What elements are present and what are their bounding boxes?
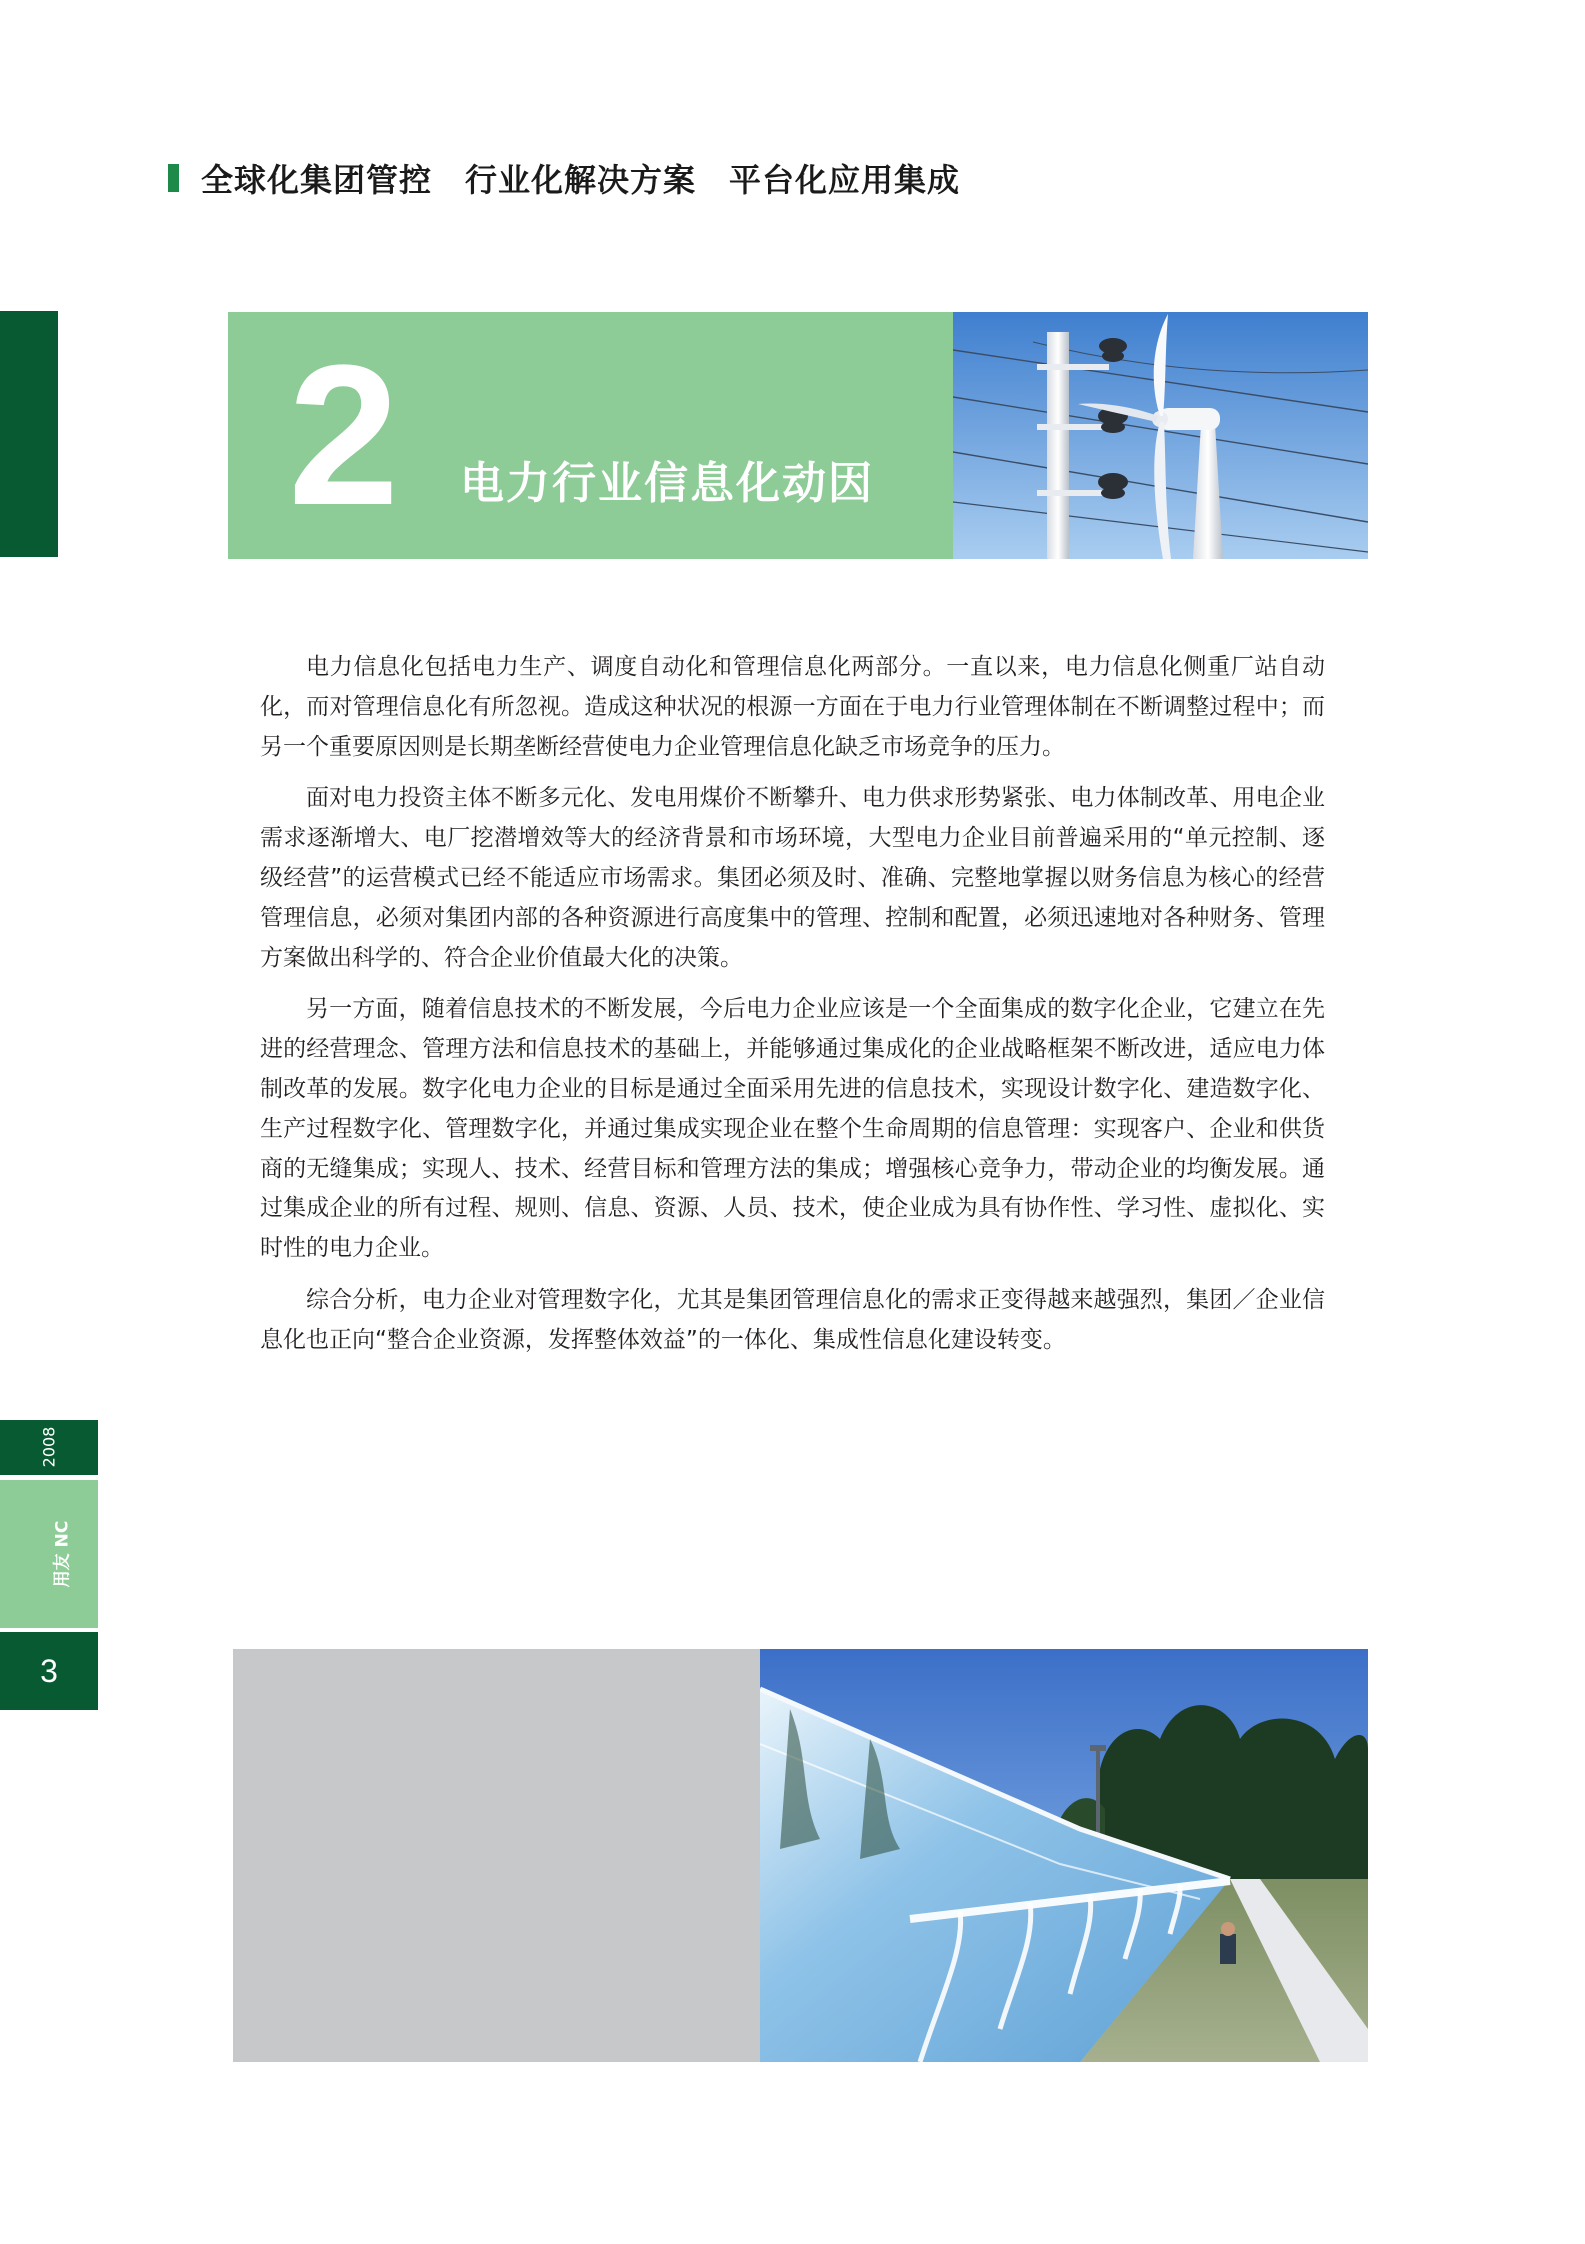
header-tagline [168, 158, 960, 198]
wind-turbine-photo [953, 312, 1368, 559]
left-accent-bar [0, 311, 58, 557]
paragraph: 电力信息化包括电力生产、调度自动化和管理信息化两部分。一直以来，电力信息化侧重厂站自动化，而对管理信息化有所忽视。造成这种状况的根源一方面在于电力行业管理体制在不断调整过程中；而另一个重要原因则是长期垄断经营使电力企业管理信息化缺乏市场竞争的压力。 [260, 654, 1325, 760]
brand-tab [0, 1480, 98, 1628]
chapter-banner-background [228, 312, 953, 559]
tagline-marker [168, 164, 179, 192]
body-text [260, 648, 1325, 1373]
gray-panel [233, 1649, 760, 2062]
tagline-text: 全球化集团管控 行业化解决方案 平台化应用集成 [201, 161, 961, 199]
page-number: 3 [40, 1653, 58, 1689]
chapter-title: 电力行业信息化动因 [460, 458, 874, 509]
solar-mirror-photo [760, 1649, 1368, 2062]
paragraph: 另一方面，随着信息技术的不断发展，今后电力企业应该是一个全面集成的数字化企业，它建立在先进的经营理念、管理方法和信息技术的基础上，并能够通过集成化的企业战略框架不断改进，适应电力体制改革的发展。数字化电力企业的目标是通过全面采用先进的信息技术，实现设计数字化、建造数字化、生产过程数字化、管理数字化，并通过集成实现企业在整个生命周期的信息管理：实现客户、企业和供货商的无缝集成；实现人、技术、经营目标和管理方法的集成；增强核心竞争力，带动企业的均衡发展。通过集成企业的所有过程、规则、信息、资源、人员、技术，使企业成为具有协作性、学习性、虚拟化、实时性的电力企业。 [260, 996, 1325, 1262]
year-label: 2008 [39, 1426, 59, 1468]
page-number-tab [0, 1632, 98, 1710]
year-tab [0, 1420, 98, 1475]
chapter-number: 2 [288, 324, 400, 547]
paragraph: 面对电力投资主体不断多元化、发电用煤价不断攀升、电力供求形势紧张、电力体制改革、用电企业需求逐渐增大、电厂挖潜增效等大的经济背景和市场环境，大型电力企业目前普遍采用的“单元控制、逐级经营”的运营模式已经不能适应市场需求。集团必须及时、准确、完整地掌握以财务信息为核心的经营管理信息，必须对集团内部的各种资源进行高度集中的管理、控制和配置，必须迅速地对各种财务、管理方案做出科学的、符合企业价值最大化的决策。 [260, 785, 1325, 971]
brand-label: 用友 NC [52, 1520, 73, 1588]
paragraph: 综合分析，电力企业对管理数字化，尤其是集团管理信息化的需求正变得越来越强烈，集团／企业信息化也正向“整合企业资源，发挥整体效益”的一体化、集成性信息化建设转变。 [260, 1286, 1325, 1353]
chapter-banner [228, 312, 1368, 559]
